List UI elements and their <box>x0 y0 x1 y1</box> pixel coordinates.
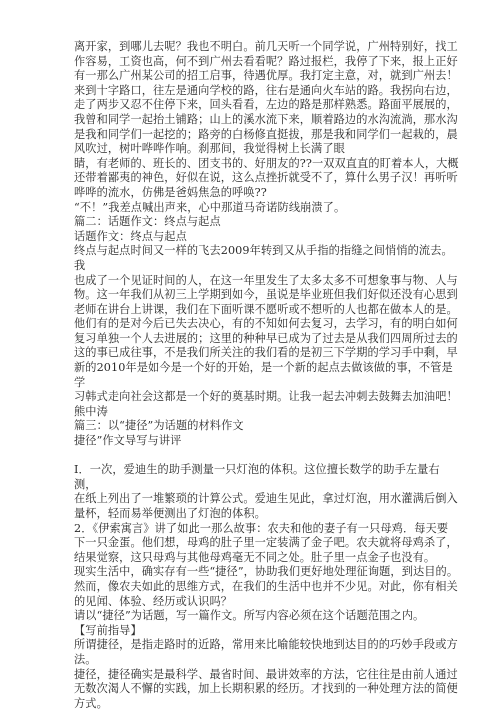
text-line: 走了两步又忍不住停下来，回头看看，左边的路是那样熟悉。路面平展展的， <box>74 98 458 112</box>
blank-line <box>74 449 460 464</box>
text-line: 请以“捷径”为话题，写一篇作文。所写内容必须在这个话题范围之内。 <box>74 609 425 623</box>
text-line: 风吹过，树叶哗哗作响。刹那间，我觉得树上长满了眼 <box>74 142 345 156</box>
text-line: 量杯，轻而易举便测出了灯泡的体积。 <box>74 507 266 520</box>
section-heading: 篇三：以“捷径”为话题的材料作文 <box>74 419 244 433</box>
text-line: 2．《伊索寓言》讲了如此一那么故事：农夫和他的妻子有一只母鸡．每天要 <box>74 521 449 535</box>
text-line: 作容易，工资也高，何不到广州去看看呢？路过报栏，我停了下来，报上正好 <box>74 54 458 68</box>
text-line: 有一那么广州某公司的招工启事，待遇优厚。我打定主意，对，就到广州去！ <box>74 69 458 83</box>
text-line: 物。这一年我们从初三上学期到如今，虽说是毕业班但我们好似还没有心思到 <box>74 288 458 302</box>
section-heading: 篇二：话题作文：终点与起点 <box>74 215 221 229</box>
section-subheading: 捷径”作文导写与讲评 <box>74 434 182 448</box>
section-subheading: 话题作文：终点与起点 <box>74 229 187 243</box>
text-line: 的见闻、体验、经历或认识吗？ <box>74 594 233 608</box>
text-line: 新的2010年是如今是一个好的开始，是一个新的起点去做该做的事，不管是学 <box>74 361 453 389</box>
text-line: 所谓捷径，是指走路时的近路，常用来比喻能较快地到达目的的巧妙手段或方 <box>74 638 458 652</box>
text-line: 也成了一个见证时间的人，在这一年里发生了太多太多不可想象事与物、人与 <box>74 273 458 287</box>
text-line: 捷径，捷径确实是最科学、最省时间、最讲效率的方法，它往往是由前人通过 <box>74 667 458 681</box>
text-line: 复习单独一个人去进展的；这里的种种早已成为了过去是从我们四周所过去的 <box>74 331 458 345</box>
text-line: 下一只金蛋。他们想，母鸡的肚子里一定装满了金子吧。农夫就将母鸡杀了， <box>74 536 458 550</box>
text-line: 离开家，到哪儿去呢？我也不明白。前几天听一个同学说，广州特别好，找工 <box>74 40 458 53</box>
section-heading: 【写前指导】 <box>74 623 142 637</box>
text-line: 老师在讲台上讲课，我们在下面听课不愿听或不想听的人也都在做本人的是。 <box>74 302 458 316</box>
text-line: 是我和同学们一起挖的；路旁的白杨修直挺拔，那是我和同学们一起栽的，晨 <box>74 127 458 141</box>
text-line: 现实生活中，确实存有一些“捷径”，协助我们更好地处理征询题，到达目的。 <box>74 565 459 579</box>
text-line: 这的事已成往事，不是我们所关注的我们看的是初三下学期的学习手中剩，早 <box>74 346 458 360</box>
text-line: 来到十字路口，往左是通向学校的路，往右是通向火车站的路。我拐向右边， <box>74 83 458 97</box>
text-line: 方式。 <box>74 696 108 710</box>
text-line: 睛，有老师的、班长的、团支书的、好朋友的??一双双直直的盯着本人，大概 <box>74 156 459 170</box>
text-line: 终点与起点时间又一样的飞去2009年转到又从手指的指缝之间悄悄的流去。我 <box>74 244 453 272</box>
text-line: 法。 <box>74 652 97 666</box>
text-line: 我曾和同学一起抬土铺路；山上的溪水流下来，顺着路边的水沟流淌，那水沟 <box>74 112 458 126</box>
author-name: 熊中涛 <box>74 404 108 418</box>
text-line: 然而，像农夫如此的思维方式，在我们的生活中也并不少见。对此，你有相关 <box>74 579 458 593</box>
text-line: 习韩式走向社会这都是一个好的奠基时期。让我一起去冲刺去鼓舞去加油吧！ <box>74 390 458 404</box>
text-line: “不！”我差点喊出声来，心中那道马奇诺防线崩溃了。 <box>74 200 346 214</box>
text-line: I．一次，爱迪生的助手测量一只灯泡的体积。这位擅长数学的助手左量右测， <box>74 463 440 491</box>
text-line: 哗哗的流水，仿佛是爸妈焦急的呼唤?? <box>74 185 267 199</box>
text-line: 在纸上列出了一堆繁琐的计算公式。爱迪生见此，拿过灯泡，用水灌满后倒入 <box>74 492 458 506</box>
text-line: 结果觉察，这只母鸡与其他母鸡毫无不同之处。肚子里一点金子也没有。 <box>74 550 436 564</box>
text-line: 他们有的是对今后已失去决心，有的不知如何去复习，去学习，有的明白如何 <box>74 317 458 331</box>
text-line: 还带着鄙夷的神色，好似在说，这么点挫折就受不了，算什么男子汉！再听听 <box>74 171 458 185</box>
text-line: 无数次渴人不懈的实践，加上长期积累的经历。才找到的一种处理方法的简便 <box>74 682 458 696</box>
